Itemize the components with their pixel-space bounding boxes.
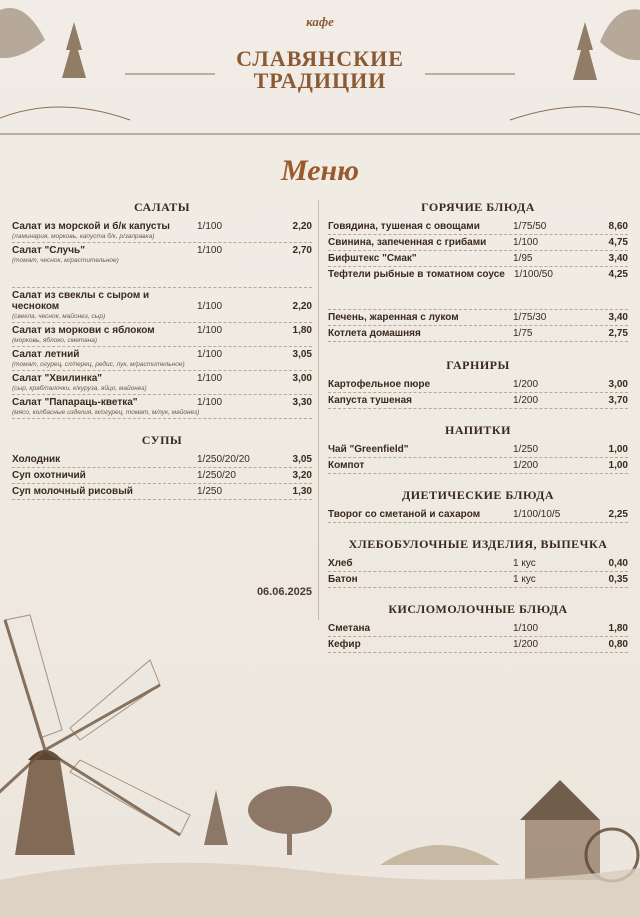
section-title-drinks: НАПИТКИ [445,423,511,437]
salads-list [12,219,312,419]
watermill-house-icon [520,780,638,881]
bakery-list [328,556,628,588]
soups-list [12,452,312,500]
list-item: Холодник 1/250/20/20 3,05 [12,452,312,468]
section-title-hot: ГОРЯЧИЕ БЛЮДА [421,200,535,214]
sides-list [328,377,628,409]
list-item: Говядина, тушеная с овощами 1/75/50 8,60 [328,219,628,235]
logo-line-1: СЛАВЯНСКИЕ [236,46,404,71]
list-item: Сметана 1/100 1,80 [328,621,628,637]
drinks-list [328,442,628,474]
item-description: (томат, чеснок, м/растительное) [12,257,119,264]
left-column [12,198,312,500]
list-item: Бифштекс "Смак" 1/95 3,40 [328,251,628,267]
list-item: Кефир 1/200 0,80 [328,637,628,653]
section-title-bakery: ХЛЕБОБУЛОЧНЫЕ ИЗДЕЛИЯ, ВЫПЕЧКА [348,537,608,551]
list-item: Котлета домашняя 1/75 2,75 [328,326,628,342]
item-description: (сыр, краб/палочки, к/куруза, яйцо, майонез) [12,385,147,392]
list-item: Чай "Greenfield" 1/250 1,00 [328,442,628,458]
list-item: Салат "Хвилинка" 1/100 3,00 (сыр, краб/палочки, к/куруза, яйцо, майонез) [12,371,312,395]
cafe-label: кафе [306,14,334,29]
windmill-icon [0,615,190,855]
right-column [328,198,628,653]
list-item: Салат из моркови с яблоком 1/100 1,80 (морковь, яблоко, сметана) [12,323,312,347]
list-item: Печень, жаренная с луком 1/75/30 3,40 [328,310,628,326]
list-item: Салат "Папараць-кветка" 1/100 3,30 (мясо, колбасные изделия, м/огурец, томат, м/лук, майонез) [12,395,312,419]
item-description: (томат, огурец, сл/перец, редис, лук, м/растительное) [12,361,185,368]
list-item: Картофельное пюре 1/200 3,00 [328,377,628,393]
list-item: Салат из морской и б/к капусты 1/100 2,20 (ламинария, морковь, капуста б/к, р/заправка) [12,219,312,243]
column-divider [318,200,319,620]
list-item: Салат летний 1/100 3,05 (томат, огурец, сл/перец, редис, лук, м/растительное) [12,347,312,371]
item-description: (морковь, яблоко, сметана) [12,337,98,344]
list-item: Творог со сметаной и сахаром 1/100/10/5 2,25 [328,507,628,523]
list-item: Салат из свеклы с сыром и чесноком 1/100 2,20 (свекла, чеснок, майонез, сыр) [12,288,312,323]
diet-list [328,507,628,523]
list-item: Хлеб 1 кус 0,40 [328,556,628,572]
list-item: Капуста тушеная 1/200 3,70 [328,393,628,409]
section-title-salads: САЛАТЫ [133,200,191,214]
section-title-dairy: КИСЛОМОЛОЧНЫЕ БЛЮДА [388,602,568,616]
list-item: Свинина, запеченная с грибами 1/100 4,75 [328,235,628,251]
item-description: (мясо, колбасные изделия, м/огурец, томат, м/лук, майонез) [12,409,200,416]
tree-icon [204,786,332,855]
list-item: Салат "Случь" 1/100 2,70 (томат, чеснок, м/растительное) [12,243,312,288]
list-item: Компот 1/200 1,00 [328,458,628,474]
menu-title: Меню [280,154,360,187]
section-title-diet: ДИЕТИЧЕСКИЕ БЛЮДА [401,488,555,502]
item-description: (свекла, чеснок, майонез, сыр) [12,313,106,320]
logo-line-2: ТРАДИЦИИ [253,68,387,93]
footer-landscape-art [0,610,640,918]
item-description: (ламинария, морковь, капуста б/к, р/заправка) [12,233,155,240]
list-item: Тефтели рыбные в томатном соусе 1/100/50 4,25 [328,267,628,310]
list-item: Суп охотничий 1/250/20 3,20 [12,468,312,484]
section-title-sides: ГАРНИРЫ [446,358,510,372]
list-item: Батон 1 кус 0,35 [328,572,628,588]
menu-date: 06.06.2025 [256,586,312,598]
list-item: Суп молочный рисовый 1/250 1,30 [12,484,312,500]
section-title-soups: СУПЫ [141,433,183,447]
hot-list [328,219,628,342]
